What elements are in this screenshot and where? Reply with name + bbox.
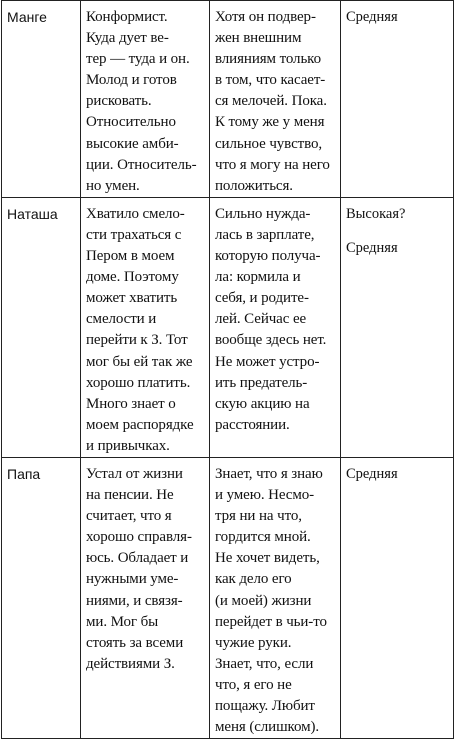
text-line: в том, что касает- [215,72,326,89]
text-line: Куда дует ве- [86,30,169,47]
person-name: Наташа [7,205,58,222]
text-line: мог бы ей так же [86,353,193,370]
text-line: пощажу. Любит [215,698,315,714]
text-line: ниями, и связя- [86,592,183,609]
text-line: влияниям только [215,51,322,68]
text-line: сти трахаться с [86,226,182,243]
text-line: Относительно [86,114,176,131]
text-line: ить предатель- [215,374,308,391]
text-line: Много знает о [86,395,176,412]
text-line: и привычках. [86,437,170,454]
text-line: Знает, что я знаю [215,465,323,482]
text-line: стоять за всеми [86,634,184,651]
text-line: может хватить [86,290,178,307]
text-line: нужными уме- [86,571,179,588]
text-line: Конформист. [86,9,168,25]
text-line: Средняя [346,465,398,482]
text-line: тер — туда и он. [86,51,190,68]
level-cell [341,197,454,457]
text-line: Высокая? [346,205,406,222]
text-line: юсь. Обладает и [86,550,189,567]
relation-cell [210,457,341,738]
text-line: перейти к З. Тот [86,332,188,349]
level-cell [341,1,454,198]
text-line: Хватило смело- [86,205,185,222]
person-name-cell [2,197,81,457]
level-spacer [346,224,453,238]
person-name-cell [2,1,81,198]
text-line: действиями З. [86,655,175,672]
text-line: считает, что я [86,508,172,525]
text-line: хорошо справля- [86,529,192,546]
text-line: чужие руки. [215,634,292,651]
text-line: но умен. [86,177,140,194]
text-line: Устал от жизни [86,465,183,482]
text-line: что я могу на него [215,156,330,173]
text-line: моем распорядке [86,416,194,433]
text-line: на пенсии. Не [86,487,174,504]
text-line: что, я его не [215,676,292,693]
text-line: сильное чувство, [215,135,323,152]
relation-cell [210,1,341,198]
text-line: ся мелочей. Пока. [215,93,327,110]
text-line: (и моей) жизни [215,592,312,609]
text-line: Средняя [346,9,398,25]
text-line: как дело его [215,571,292,588]
text-line: смелости и [86,311,157,328]
text-line: высокие амби- [86,135,179,152]
text-line: тря ни на что, [215,508,302,525]
text-line: лей. Сейчас ее [215,311,307,328]
text-line: Пером в моем [86,248,175,265]
text-line: которую получа- [215,248,321,265]
text-line: ции. Относитель- [86,156,197,173]
text-line: лась в зарплате, [215,226,315,243]
text-line: жен внешним [215,30,302,47]
text-line: хорошо платить. [86,374,191,391]
text-line: Молод и готов [86,72,177,89]
traits-cell [81,457,210,738]
table-row [2,197,454,457]
text-line: себя, и родите- [215,290,309,307]
text-line: и умею. Несмо- [215,487,315,504]
text-line: рисковать. [86,93,152,110]
traits-cell [81,197,210,457]
relation-cell [210,197,341,457]
text-line: Средняя [346,239,398,256]
text-line: К тому же у меня [215,114,325,131]
text-line: ла: кормила и [215,269,301,286]
text-line: доме. Поэтому [86,269,179,286]
text-line: скую акцию на [215,395,310,412]
character-assessment-table [1,0,454,739]
text-line: гордится мной. [215,529,311,546]
level-cell [341,457,454,738]
text-line: Знает, что, если [215,655,314,672]
person-name: Манге [7,9,47,25]
text-line: Сильно нужда- [215,205,311,222]
text-line: положиться. [215,177,293,194]
table-row [2,1,454,198]
text-line: Хотя он подвер- [215,9,316,25]
text-line: расстоянии. [215,416,290,433]
text-line: ми. Мог бы [86,613,159,630]
person-name-cell [2,457,81,738]
text-line: Не хочет видеть, [215,550,320,567]
text-line: Не может устро- [215,353,320,370]
text-line: вообще здесь нет. [215,332,327,349]
traits-cell [81,1,210,198]
person-name: Папа [7,465,41,482]
text-line: меня (слишком). [215,719,320,736]
table-row [2,457,454,738]
text-line: перейдет в чьи-то [215,613,327,630]
